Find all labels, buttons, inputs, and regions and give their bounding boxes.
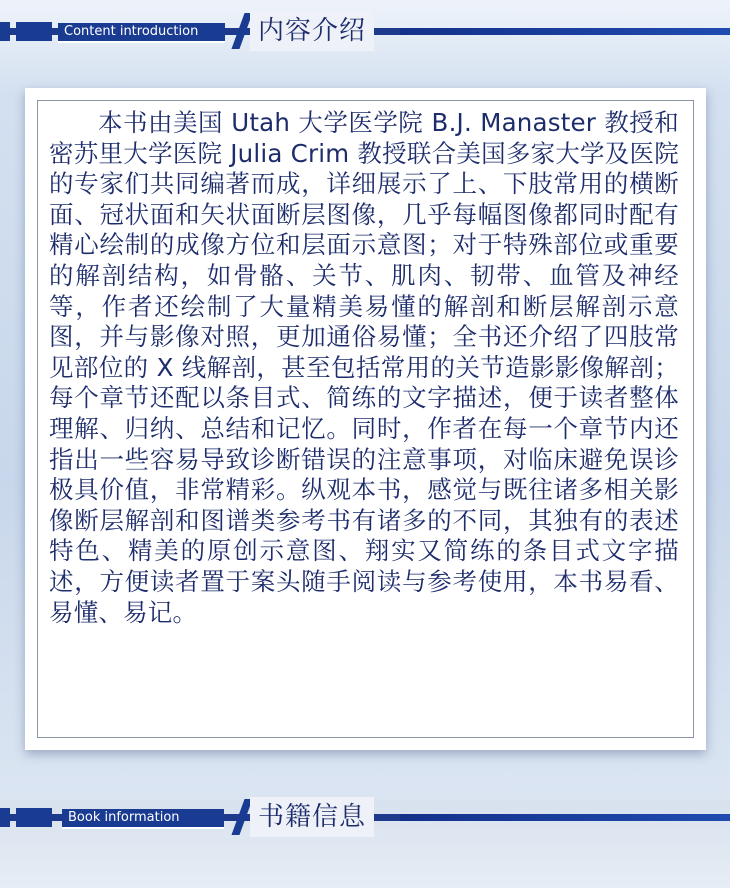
header-rule-right — [400, 28, 730, 35]
header-block-icon — [0, 22, 10, 41]
intro-panel — [25, 88, 706, 750]
section-cn-title: 书籍信息 — [250, 797, 374, 837]
header-block-icon — [0, 808, 10, 827]
header-bar-icon — [16, 22, 52, 41]
section-header-content-intro — [0, 9, 730, 55]
header-bar-icon — [16, 808, 52, 827]
section-en-label: Book information — [62, 809, 224, 829]
intro-paragraph: 本书由美国 Utah 大学医学院 B.J. Manaster 教授和密苏里大学医院 Julia Crim 教授联合美国多家大学及医院的专家们共同编著而成，详细展示了上、下肢常用的横断面、冠状面和矢状面断层图像，几乎每幅图像都同时配有精心绘制的成像方位和层面示意图；对于特殊部位或重要的解剖结构，如骨骼、关节、肌肉、韧带、血管及神经等，作者还绘制了大量精美易懂的解剖和断层解剖示意图，并与影像对照，更加通俗易懂；全书还介绍了四肢常见部位的 X 线解剖，甚至包括常用的关节造影影像解剖；每个章节还配以条目式、简练的文字描述，便于读者整体理解、归纳、总结和记忆。同时，作者在每一个章节内还指出一些容易导致诊断错误的注意事项，对临床避免误诊极具价值，非常精彩。纵观本书，感觉与既往诸多相关影像断层解剖和图谱类参考书有诸多的不同，其独有的表述特色、精美的原创示意图、翔实又简练的条目式文字描述，方便读者置于案头随手阅读与参考使用，本书易看、易懂、易记。 — [49, 108, 679, 627]
section-header-book-info — [0, 795, 730, 841]
section-cn-title: 内容介绍 — [250, 11, 374, 51]
section-en-label: Content introduction — [58, 23, 225, 43]
header-rule-right — [400, 814, 730, 821]
